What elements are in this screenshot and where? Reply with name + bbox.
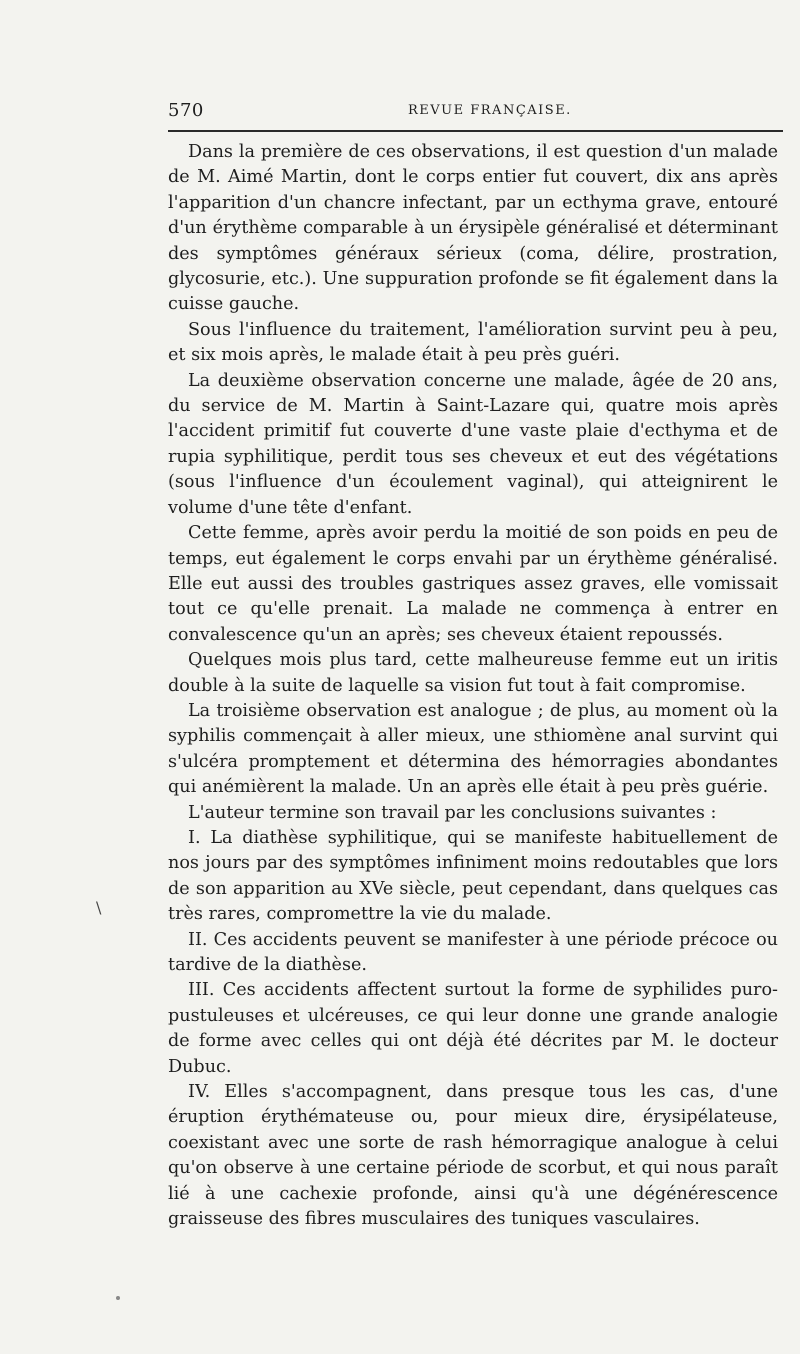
header-rule — [168, 130, 783, 132]
paragraph-2: Sous l'influence du traitement, l'amélioration survint peu à peu, et six mois après, le malade était à peu près guéri. — [168, 319, 778, 366]
body-text — [168, 140, 778, 1232]
paragraph-6: La troisième observation est analogue ; de plus, au moment où la syphilis commençait à aller mieux, une sthiomène anal survint qui s'ulcéra promptement et détermina des hémorragies abondantes qui anémièrent la malade. Un an après elle était à peu près guérie. — [168, 700, 778, 798]
paragraph-7: L'auteur termine son travail par les conclusions suivantes : — [188, 802, 717, 823]
margin-mark: \ — [96, 898, 102, 917]
conclusion-2: II. Ces accidents peuvent se manifester à une période précoce ou tardive de la diathèse. — [168, 929, 778, 975]
conclusion-1: I. La diathèse syphilitique, qui se manifeste habituellement de nos jours par des symptômes infiniment moins redoutables que lors de son apparition au XVe siècle, peut cependant, dans quelques cas très rares, compromettre la vie du malade. — [168, 827, 778, 925]
paragraph-5: Quelques mois plus tard, cette malheureuse femme eut un iritis double à la suite de laquelle sa vision fut tout à fait compromise. — [168, 650, 778, 696]
page-number: 570 — [168, 100, 204, 121]
paper-speck — [116, 1296, 120, 1300]
paragraph-4: Cette femme, après avoir perdu la moitié de son poids en peu de temps, eut également le corps envahi par un érythème généralisé. Elle eut aussi des troubles gastriques assez graves, elle vomissait tout ce qu'elle prenait. La malade ne commença à entrer en convalescence qu'un an après; ses cheveux étaient repoussés. — [168, 523, 778, 645]
paragraph-3: La deuxième observation concerne une malade, âgée de 20 ans, du service de M. Martin à Saint-Lazare qui, quatre mois après l'accident primitif fut couverte d'une vaste plaie d'ecthyma et de rupia syphilitique, perdit tous ses cheveux et eut des végétations (sous l'influence d'un écoulement vaginal), qui atteignirent le volume d'une tête d'enfant. — [168, 370, 778, 518]
conclusion-4: IV. Elles s'accompagnent, dans presque tous les cas, d'une éruption érythémateuse ou, pour mieux dire, érysipélateuse, coexistant avec une sorte de rash hémorragique analogue à celui qu'on observe à une certaine période de scorbut, et qui nous paraît lié à une cachexie profonde, ainsi qu'à une dégénérescence graisseuse des fibres musculaires des tuniques vasculaires. — [168, 1082, 778, 1230]
conclusion-3: III. Ces accidents affectent surtout la forme de syphilides puro-pustuleuses et ulcéreuses, ce qui leur donne une grande analogie de forme avec celles qui ont déjà été décrites par M. le docteur Dubuc. — [168, 980, 778, 1077]
paragraph-1: Dans la première de ces observations, il est question d'un malade de M. Aimé Martin, dont le corps entier fut couvert, dix ans après l'apparition d'un chancre infectant, par un ecthyma grave, entouré d'un érythème comparable à un érysipèle généralisé et déterminant des symptômes généraux sérieux (coma, délire, prostration, glycosurie, etc.). Une suppuration profonde se fit également dans la cuisse gauche. — [168, 142, 778, 315]
page-header — [168, 100, 783, 124]
running-title: REVUE FRANÇAISE. — [408, 103, 572, 118]
